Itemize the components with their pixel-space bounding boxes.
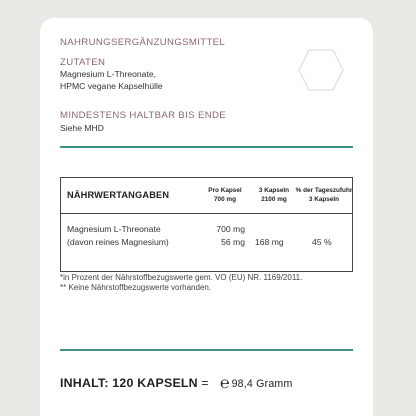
per-capsule-values [207, 223, 245, 249]
footnote-line: *in Prozent der Nährstoffbezugswerte gem. VO (EU) NR. 1169/2011. [60, 273, 303, 282]
content-label: INHALT: 120 KAPSELN [60, 376, 198, 390]
table-divider [61, 213, 352, 214]
footnotes [60, 273, 302, 293]
nutrient-row-label: (davon reines Magnesium) [67, 237, 169, 247]
column-header-daily-intake: % der Tageszufuhr 3 Kapseln [295, 187, 353, 203]
nutrition-table [60, 177, 353, 272]
estimated-sign-icon: ℮ [219, 375, 230, 392]
three-capsules-value: 168 mg [255, 237, 284, 247]
hexagon-outline-icon [297, 46, 345, 94]
ingredients-list [60, 68, 163, 93]
equals-sign: = [201, 376, 209, 390]
teal-divider-top [60, 146, 353, 148]
product-category: NAHRUNGSERGÄNZUNGSMITTEL [60, 37, 226, 48]
shelf-life-title: MINDESTENS HALTBAR BIS ENDE [60, 110, 226, 121]
nutrient-labels [67, 223, 169, 249]
per-capsule-value: 700 mg [216, 224, 245, 234]
per-capsule-value: 56 mg [221, 237, 245, 247]
content-summary [60, 375, 292, 393]
ingredient-line: HPMC vegane Kapselhülle [60, 81, 163, 92]
ingredient-line: Magnesium L-Threonate, [60, 69, 157, 79]
shelf-life-value: Siehe MHD [60, 123, 104, 133]
footnote-line: ** Keine Nährstoffbezugswerte vorhanden. [60, 283, 212, 293]
column-header-three-capsules: 3 Kapseln 2100 mg [258, 187, 290, 203]
nutrition-table-heading: NÄHRWERTANGABEN [67, 190, 170, 200]
net-weight: 98,4 Gramm [231, 378, 293, 390]
column-header-per-capsule: Pro Kapsel 700 mg [208, 187, 242, 203]
daily-intake-percent: 45 % [312, 237, 332, 247]
label-card [40, 18, 373, 416]
nutrient-row-label: Magnesium L-Threonate [67, 224, 161, 234]
ingredients-title: ZUTATEN [60, 57, 106, 68]
teal-divider-bottom [60, 349, 353, 351]
